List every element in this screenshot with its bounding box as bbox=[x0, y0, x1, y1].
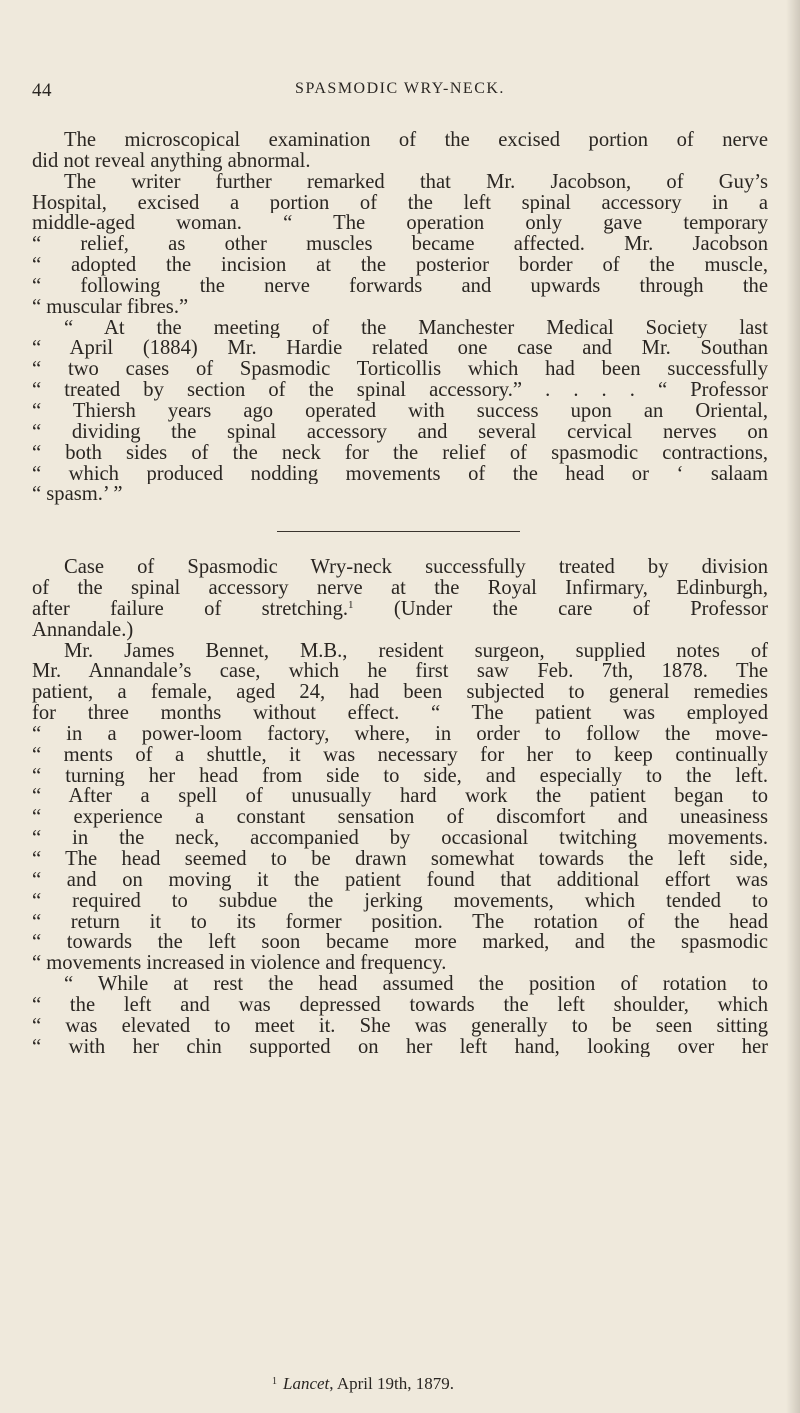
text-line: “ At the meeting of the Manchester Medical Society last bbox=[64, 317, 768, 339]
text-line: “ Thiersh years ago operated with success upon an Oriental, bbox=[32, 400, 768, 422]
page-edge-shadow bbox=[786, 0, 800, 1413]
text-line: “ with her chin supported on her left hand, looking over her bbox=[32, 1036, 768, 1058]
text-line: patient, a female, aged 24, had been subjected to general remedies bbox=[32, 682, 768, 704]
text-line: “ was elevated to meet it. She was generally to be seen sitting bbox=[32, 1015, 768, 1037]
text-line: “ dividing the spinal accessory and several cervical nerves on bbox=[32, 421, 768, 443]
footnote bbox=[272, 1374, 454, 1394]
text-line: “ movements increased in violence and frequency. bbox=[32, 953, 447, 975]
text-line: “ turning her head from side to side, and especially to the left. bbox=[32, 765, 768, 787]
text-line: “ in the neck, accompanied by occasional twitching movements. bbox=[32, 828, 768, 849]
text-line: “ April (1884) Mr. Hardie related one case and Mr. Southan bbox=[32, 338, 768, 360]
case-heading-text: (Under the care of Professor bbox=[353, 598, 768, 620]
horizontal-rule bbox=[277, 531, 520, 532]
text-line: “ and on moving it the patient found that additional effort was bbox=[32, 869, 768, 891]
text-line: middle-aged woman. “ The operation only gave temporary bbox=[32, 213, 768, 235]
case-heading-line: of the spinal accessory nerve at the Royal Infirmary, Edinburgh, bbox=[32, 578, 768, 599]
text-line: “ While at rest the head assumed the position of rotation to bbox=[64, 974, 768, 995]
text-line: “ both sides of the neck for the relief of spasmodic contractions, bbox=[32, 442, 768, 464]
text-line: “ muscular fibres.” bbox=[32, 296, 189, 318]
page-number: 44 bbox=[32, 80, 52, 101]
text-line: The microscopical examination of the excised portion of nerve bbox=[64, 130, 768, 151]
footnote-source: Lancet bbox=[283, 1374, 330, 1393]
text-line: “ required to subdue the jerking movements, which tended to bbox=[32, 890, 768, 912]
section-separator bbox=[32, 505, 768, 557]
text-line: for three months without effect. “ The patient was employed bbox=[32, 703, 768, 724]
text-line: “ return it to its former position. The rotation of the head bbox=[32, 911, 768, 933]
text-line: “ in a power-loom factory, where, in order to follow the move- bbox=[32, 723, 768, 745]
case-heading-line bbox=[32, 599, 768, 620]
text-line: “ spasm.’ ” bbox=[32, 484, 123, 506]
text-line: Mr. James Bennet, M.B., resident surgeon, supplied notes of bbox=[64, 640, 768, 662]
text-line: “ experience a constant sensation of discomfort and uneasiness bbox=[32, 807, 768, 829]
case-heading-line: Annandale.) bbox=[32, 619, 134, 641]
footnote-marker: 1 bbox=[272, 1376, 277, 1387]
body-text bbox=[32, 130, 768, 1057]
text-line: “ After a spell of unusually hard work the patient began to bbox=[32, 786, 768, 808]
text-line: “ two cases of Spasmodic Torticollis which had been successfully bbox=[32, 359, 768, 381]
case-heading-line: Case of Spasmodic Wry-neck successfully treated by division bbox=[64, 557, 768, 579]
footnote-reference: 1 bbox=[348, 598, 354, 611]
text-line: The writer further remarked that Mr. Jacobson, of Guy’s bbox=[64, 171, 768, 193]
text-line: Mr. Annandale’s case, which he first saw Feb. 7th, 1878. The bbox=[32, 661, 768, 683]
footnote-date: , April 19th, 1879. bbox=[329, 1374, 454, 1393]
text-line: did not reveal anything abnormal. bbox=[32, 150, 311, 172]
text-line: “ which produced nodding movements of the head or ‘ salaam bbox=[32, 463, 768, 485]
page-header bbox=[32, 80, 768, 110]
text-line: “ treated by section of the spinal accessory.” . . . . “ Professor bbox=[32, 380, 768, 401]
text-line: “ following the nerve forwards and upwards through the bbox=[32, 275, 768, 297]
running-title: SPASMODIC WRY-NECK. bbox=[295, 80, 505, 97]
case-heading-text: after failure of stretching. bbox=[32, 598, 349, 620]
text-line: “ adopted the incision at the posterior border of the muscle, bbox=[32, 255, 768, 276]
text-line: “ ments of a shuttle, it was necessary for her to keep continually bbox=[32, 744, 768, 766]
text-line: “ relief, as other muscles became affected. Mr. Jacobson bbox=[32, 234, 768, 256]
text-line: “ the left and was depressed towards the left shoulder, which bbox=[32, 994, 768, 1016]
text-line: “ towards the left soon became more marked, and the spasmodic bbox=[32, 932, 768, 954]
text-line: “ The head seemed to be drawn somewhat towards the left side, bbox=[32, 849, 768, 870]
text-line: Hospital, excised a portion of the left spinal accessory in a bbox=[32, 192, 768, 214]
